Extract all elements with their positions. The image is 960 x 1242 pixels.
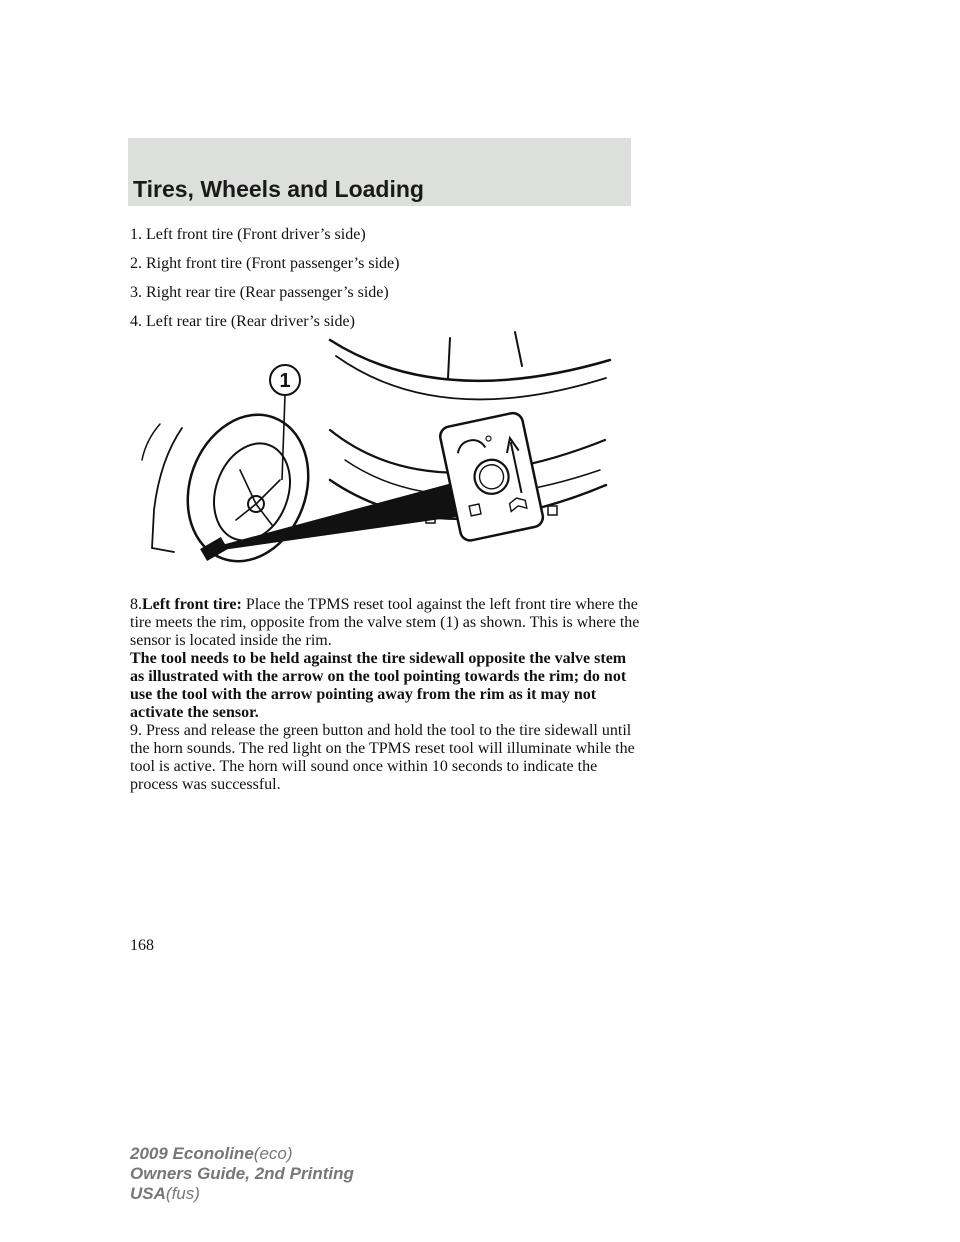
tire-groove bbox=[515, 332, 522, 366]
footer-market: USA bbox=[130, 1184, 166, 1203]
legend-item: 3. Right rear tire (Rear passenger’s side) bbox=[130, 284, 389, 301]
tire-groove bbox=[448, 338, 450, 378]
vehicle-body-outline bbox=[142, 424, 160, 460]
footer-market-code: (fus) bbox=[165, 1184, 200, 1203]
legend-item: 2. Right front tire (Front passenger’s side) bbox=[130, 255, 400, 272]
page-number: 168 bbox=[130, 937, 154, 954]
callout-label: 1 bbox=[279, 370, 291, 392]
tire-outline bbox=[330, 340, 610, 381]
tpms-reset-tool bbox=[438, 411, 544, 542]
vehicle-body-outline bbox=[152, 428, 182, 552]
legend-item: 4. Left rear tire (Rear driver’s side) bbox=[130, 313, 355, 330]
footer-model: 2009 Econoline bbox=[130, 1144, 254, 1163]
step-9: 9. Press and release the green button and hold the tool to the tire sidewall until the horn sounds. The red light on the TPMS reset tool will illuminate while the tool is active. The horn will sound once within 10 seconds to indicate the process was successful. bbox=[130, 722, 635, 793]
footer-model-code: (eco) bbox=[253, 1144, 293, 1163]
step-8 bbox=[130, 596, 640, 722]
step-warning: The tool needs to be held against the tire sidewall opposite the valve stem as illustrated with the arrow on the tool pointing towards the rim; do not use the tool with the arrow pointing away from the rim as it may not activate the sensor. bbox=[130, 650, 627, 721]
legend-item: 1. Left front tire (Front driver’s side) bbox=[130, 226, 366, 243]
step-lead: Left front tire: bbox=[142, 596, 242, 613]
tpms-tool-illustration bbox=[140, 320, 620, 580]
wheel-spokes bbox=[236, 470, 280, 525]
section-title: Tires, Wheels and Loading bbox=[133, 176, 424, 202]
step-text: Place the TPMS reset tool against the left front tire where the tire meets the rim, opposite from the valve stem (1) as shown. This is where the sensor is located inside the rim. bbox=[130, 596, 640, 649]
document-footer bbox=[130, 1144, 354, 1204]
step-number: 8. bbox=[130, 596, 142, 613]
rim-marker bbox=[548, 506, 557, 515]
callout-leader bbox=[282, 395, 285, 480]
tool-small bbox=[200, 537, 228, 561]
footer-edition: Owners Guide, 2nd Printing bbox=[130, 1164, 354, 1183]
magnification-wedge bbox=[208, 482, 462, 552]
